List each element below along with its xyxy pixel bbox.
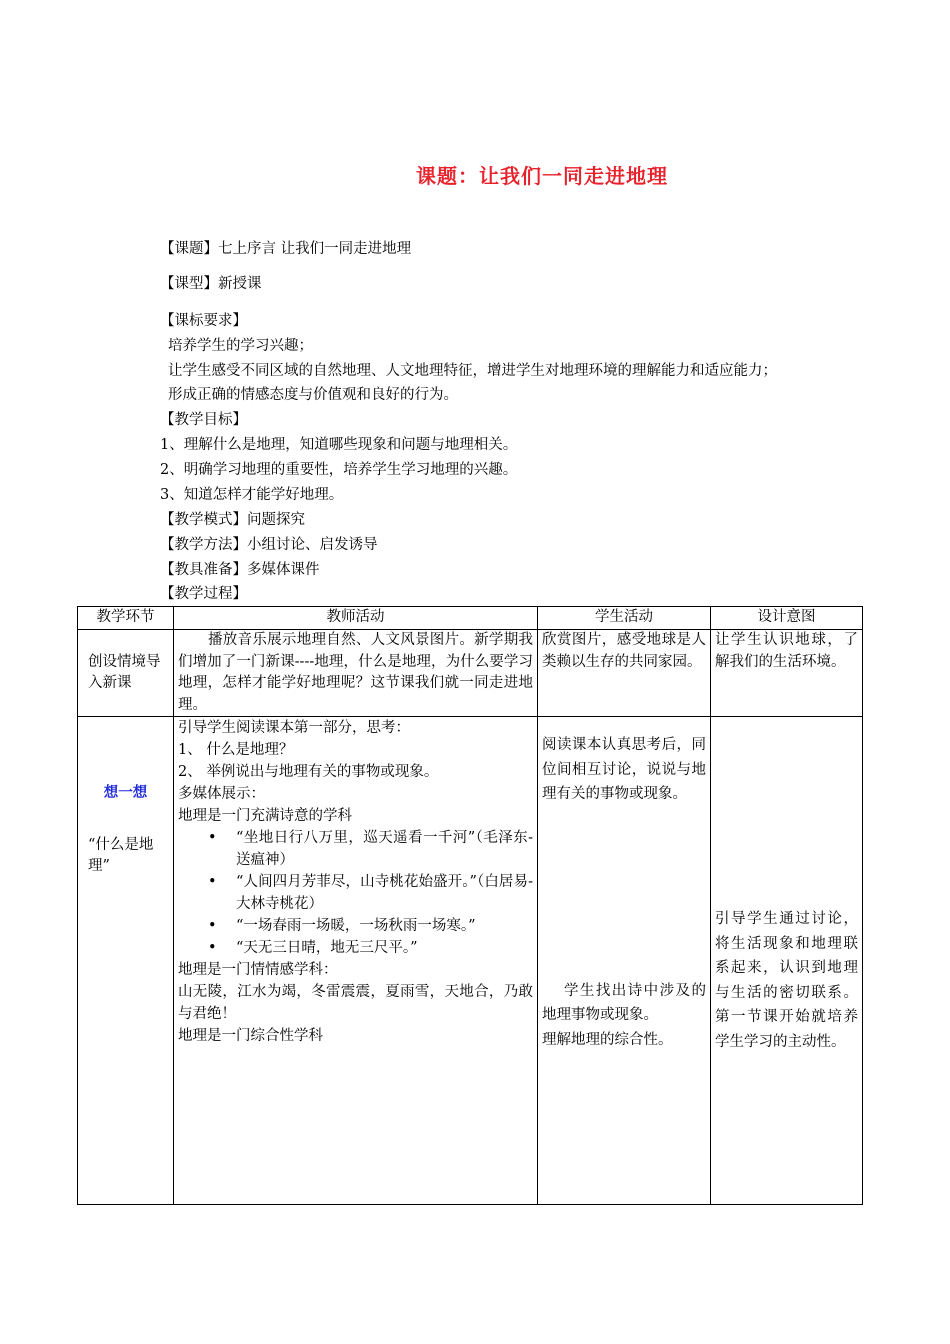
intent-text: 引导学生通过讨论，将生活现象和地理联系起来，认识到地理与生活的密切联系。第一节课开始就培养学生学习的主动性。 bbox=[715, 911, 858, 1050]
lesson-topic: 【课题】七上序言 让我们一同走进地理 bbox=[160, 241, 412, 257]
stage-subtitle: “什么是地理” bbox=[88, 836, 154, 874]
bullet-icon: • bbox=[208, 940, 217, 956]
header-cell: 教师活动 bbox=[174, 607, 538, 630]
student-cell bbox=[538, 630, 711, 717]
goals-heading: 【教学目标】 bbox=[160, 412, 247, 428]
header-cell: 设计意图 bbox=[711, 607, 863, 630]
teacher-line: 山无陵，江水为竭，冬雷震震，夏雨雪，天地合，乃敢与君绝！ bbox=[178, 984, 533, 1022]
bullet-icon: • bbox=[208, 874, 217, 890]
bullet-icon: • bbox=[208, 830, 217, 846]
goal-item: 1、理解什么是地理，知道哪些现象和问题与地理相关。 bbox=[160, 437, 518, 453]
teaching-method: 【教学方法】小组讨论、启发诱导 bbox=[160, 537, 378, 553]
table-row bbox=[78, 630, 863, 717]
stage-cell bbox=[78, 630, 174, 717]
teacher-cell bbox=[174, 717, 538, 1205]
goal-item: 2、明确学习地理的重要性，培养学生学习地理的兴趣。 bbox=[160, 462, 518, 478]
teacher-line: 多媒体展示： bbox=[178, 786, 265, 802]
poem-text: “一场春雨一场暖，一场秋雨一场寒。” bbox=[236, 918, 476, 934]
poem-text: “坐地日行八万里，巡天遥看一千河”（毛泽东-送瘟神） bbox=[236, 830, 533, 868]
intent-text: 让学生认识地球，了解我们的生活环境。 bbox=[715, 632, 858, 670]
header-cell: 教学环节 bbox=[78, 607, 174, 630]
page-title: 课题：让我们一同走进地理 bbox=[416, 164, 668, 188]
poem-bullet bbox=[178, 871, 533, 915]
process-heading: 【教学过程】 bbox=[160, 586, 247, 602]
student-text: 阅读课本认真思考后，同位间相互讨论，说说与地理有关的事物或现象。 bbox=[542, 737, 706, 802]
student-text: 理解地理的综合性。 bbox=[542, 1031, 673, 1048]
intent-cell bbox=[711, 630, 863, 717]
teacher-line: 1、 什么是地理？ bbox=[178, 742, 294, 758]
stage-cell bbox=[78, 717, 174, 1205]
teacher-line: 地理是一门情情感学科： bbox=[178, 962, 338, 978]
table-row bbox=[78, 717, 863, 1205]
goal-item: 3、知道怎样才能学好地理。 bbox=[160, 487, 344, 503]
teacher-line: 地理是一门综合性学科 bbox=[178, 1028, 323, 1044]
poem-bullet bbox=[178, 827, 533, 871]
teacher-text: 播放音乐展示地理自然、人文风景图片。新学期我们增加了一门新课----地理，什么是地理，为什么要学习地理，怎样才能学好地理呢？这节课我们就一同走进地理。 bbox=[178, 632, 533, 713]
stage-label: 创设情境导入新课 bbox=[88, 653, 161, 691]
process-table bbox=[77, 606, 863, 1205]
intent-cell bbox=[711, 717, 863, 1205]
poem-bullet bbox=[178, 915, 533, 937]
teacher-line: 2、 举例说出与地理有关的事物或现象。 bbox=[178, 764, 439, 780]
student-cell bbox=[538, 717, 711, 1205]
student-text: 学生找出诗中涉及的地理事物或现象。 bbox=[542, 982, 706, 1023]
teacher-cell bbox=[174, 630, 538, 717]
poem-text: “人间四月芳菲尽，山寺桃花始盛开。”（白居易-大林寺桃花） bbox=[236, 874, 533, 912]
header-cell: 学生活动 bbox=[538, 607, 711, 630]
stage-title: 想一想 bbox=[103, 785, 148, 801]
student-text: 欣赏图片，感受地球是人类赖以生存的共同家园。 bbox=[542, 632, 706, 670]
table-header-row bbox=[78, 607, 863, 630]
standard-item: 形成正确的情感态度与价值观和良好的行为。 bbox=[168, 387, 458, 403]
teaching-tools: 【教具准备】多媒体课件 bbox=[160, 562, 320, 578]
teacher-line: 引导学生阅读课本第一部分，思考： bbox=[178, 720, 410, 736]
bullet-icon: • bbox=[208, 918, 217, 934]
standard-item: 让学生感受不同区域的自然地理、人文地理特征，增进学生对地理环境的理解能力和适应能力； bbox=[168, 363, 777, 379]
lesson-type: 【课型】新授课 bbox=[160, 276, 262, 292]
teaching-mode: 【教学模式】问题探究 bbox=[160, 512, 305, 528]
standard-item: 培养学生的学习兴趣； bbox=[168, 338, 313, 354]
teacher-line: 地理是一门充满诗意的学科 bbox=[178, 808, 352, 824]
poem-text: “天无三日晴，地无三尺平。” bbox=[236, 940, 418, 956]
standards-heading: 【课标要求】 bbox=[160, 313, 247, 329]
poem-bullet bbox=[178, 937, 533, 959]
